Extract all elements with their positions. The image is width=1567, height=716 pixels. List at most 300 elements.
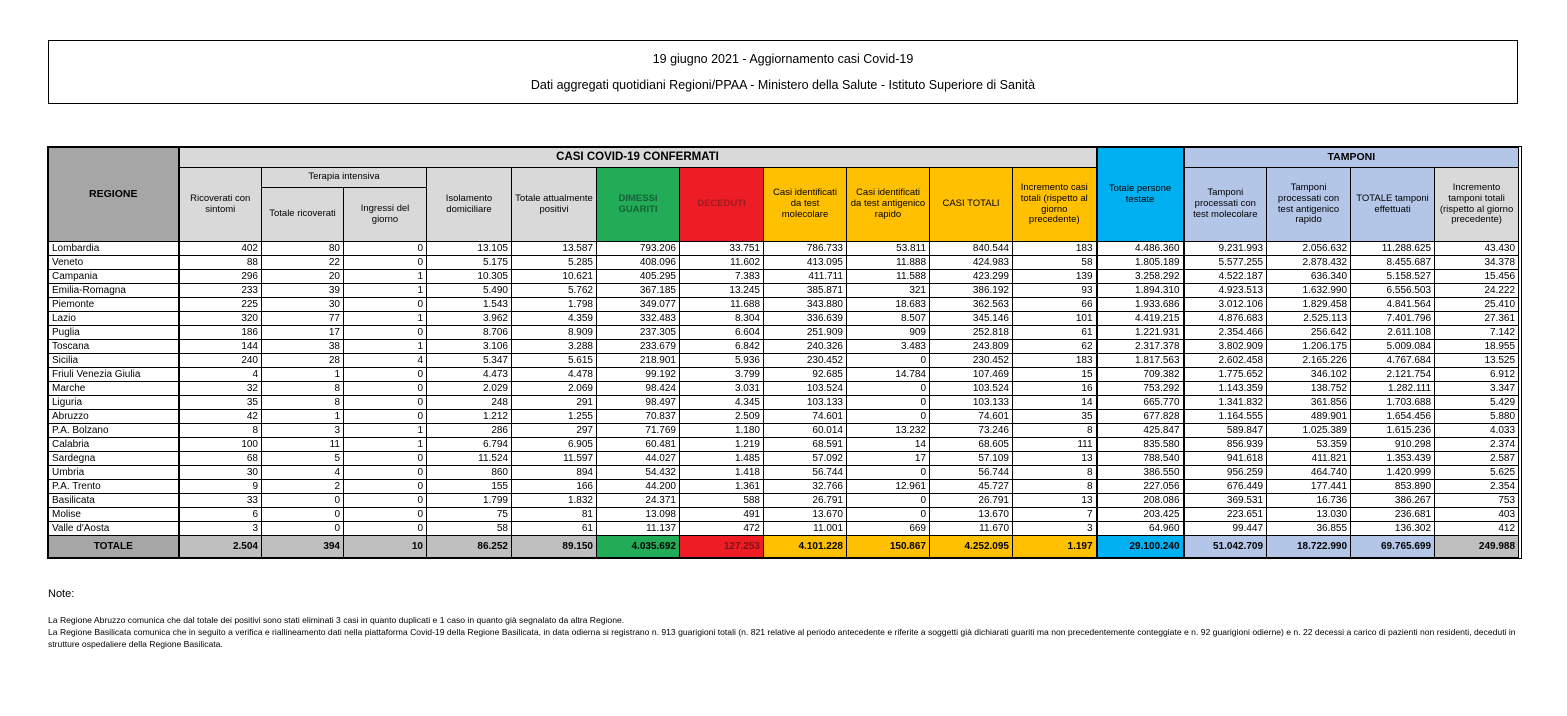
value-cell: 3.288 bbox=[512, 340, 597, 354]
value-cell: 6.912 bbox=[1435, 368, 1519, 382]
value-cell: 166 bbox=[512, 480, 597, 494]
value-cell: 68.591 bbox=[764, 438, 847, 452]
value-cell: 5.762 bbox=[512, 284, 597, 298]
value-cell: 753.292 bbox=[1097, 382, 1184, 396]
value-cell: 1.164.555 bbox=[1184, 410, 1267, 424]
value-cell: 403 bbox=[1435, 508, 1519, 522]
value-cell: 86.252 bbox=[427, 536, 512, 558]
value-cell: 98.424 bbox=[597, 382, 680, 396]
value-cell: 144 bbox=[179, 340, 262, 354]
value-cell: 0 bbox=[344, 396, 427, 410]
table-row bbox=[49, 256, 1519, 270]
value-cell: 835.580 bbox=[1097, 438, 1184, 452]
value-cell: 5.158.527 bbox=[1351, 270, 1435, 284]
covid-table bbox=[48, 147, 1519, 558]
value-cell: 3.012.106 bbox=[1184, 298, 1267, 312]
value-cell: 11 bbox=[262, 438, 344, 452]
value-cell: 16 bbox=[1013, 382, 1097, 396]
value-cell: 367.185 bbox=[597, 284, 680, 298]
value-cell: 4.035.692 bbox=[597, 536, 680, 558]
value-cell: 1.212 bbox=[427, 410, 512, 424]
value-cell: 489.901 bbox=[1267, 410, 1351, 424]
header-casi-molecolare: Casi identificati da test molecolare bbox=[764, 168, 847, 242]
value-cell: 1.255 bbox=[512, 410, 597, 424]
value-cell: 753 bbox=[1435, 494, 1519, 508]
value-cell: 3.802.909 bbox=[1184, 340, 1267, 354]
value-cell: 17 bbox=[847, 452, 930, 466]
value-cell: 853.890 bbox=[1351, 480, 1435, 494]
value-cell: 39 bbox=[262, 284, 344, 298]
value-cell: 53.811 bbox=[847, 242, 930, 256]
value-cell: 13.245 bbox=[680, 284, 764, 298]
value-cell: 8 bbox=[262, 382, 344, 396]
value-cell: 3.962 bbox=[427, 312, 512, 326]
value-cell: 3.106 bbox=[427, 340, 512, 354]
value-cell: 8 bbox=[179, 424, 262, 438]
value-cell: 320 bbox=[179, 312, 262, 326]
value-cell: 0 bbox=[847, 494, 930, 508]
value-cell: 10 bbox=[344, 536, 427, 558]
header-regione: REGIONE bbox=[49, 148, 179, 242]
value-cell: 345.146 bbox=[930, 312, 1013, 326]
value-cell: 412 bbox=[1435, 522, 1519, 536]
value-cell: 127.253 bbox=[680, 536, 764, 558]
value-cell: 13.525 bbox=[1435, 354, 1519, 368]
value-cell: 1 bbox=[344, 312, 427, 326]
table-row bbox=[49, 424, 1519, 438]
value-cell: 1.143.359 bbox=[1184, 382, 1267, 396]
value-cell: 2.587 bbox=[1435, 452, 1519, 466]
table-row bbox=[49, 382, 1519, 396]
value-cell: 27.361 bbox=[1435, 312, 1519, 326]
value-cell: 107.469 bbox=[930, 368, 1013, 382]
value-cell: 709.382 bbox=[1097, 368, 1184, 382]
header-terapia-ingressi: Ingressi del giorno bbox=[344, 188, 427, 242]
value-cell: 1.485 bbox=[680, 452, 764, 466]
value-cell: 13.030 bbox=[1267, 508, 1351, 522]
region-cell: Toscana bbox=[49, 340, 179, 354]
table-row bbox=[49, 242, 1519, 256]
value-cell: 8 bbox=[262, 396, 344, 410]
value-cell: 7.383 bbox=[680, 270, 764, 284]
value-cell: 4 bbox=[262, 466, 344, 480]
value-cell: 5.880 bbox=[1435, 410, 1519, 424]
value-cell: 2.029 bbox=[427, 382, 512, 396]
value-cell: 233 bbox=[179, 284, 262, 298]
value-cell: 2.878.432 bbox=[1267, 256, 1351, 270]
value-cell: 8.507 bbox=[847, 312, 930, 326]
value-cell: 54.432 bbox=[597, 466, 680, 480]
value-cell: 2.354.466 bbox=[1184, 326, 1267, 340]
value-cell: 251.909 bbox=[764, 326, 847, 340]
value-cell: 103.524 bbox=[930, 382, 1013, 396]
value-cell: 8.909 bbox=[512, 326, 597, 340]
value-cell: 5.625 bbox=[1435, 466, 1519, 480]
value-cell: 0 bbox=[262, 494, 344, 508]
value-cell: 29.100.240 bbox=[1097, 536, 1184, 558]
value-cell: 336.639 bbox=[764, 312, 847, 326]
value-cell: 10.305 bbox=[427, 270, 512, 284]
value-cell: 150.867 bbox=[847, 536, 930, 558]
header-deceduti: DECEDUTI bbox=[680, 168, 764, 242]
header-group-terapia: Terapia intensiva bbox=[262, 168, 427, 188]
value-cell: 18.683 bbox=[847, 298, 930, 312]
value-cell: 103.524 bbox=[764, 382, 847, 396]
value-cell: 73.246 bbox=[930, 424, 1013, 438]
value-cell: 230.452 bbox=[764, 354, 847, 368]
table-row bbox=[49, 396, 1519, 410]
header-group-confirmed: CASI COVID-19 CONFERMATI bbox=[179, 148, 1097, 168]
total-row bbox=[49, 536, 1519, 558]
value-cell: 1.197 bbox=[1013, 536, 1097, 558]
value-cell: 13.232 bbox=[847, 424, 930, 438]
value-cell: 8 bbox=[1013, 466, 1097, 480]
value-cell: 0 bbox=[847, 354, 930, 368]
value-cell: 0 bbox=[344, 494, 427, 508]
value-cell: 1 bbox=[344, 424, 427, 438]
value-cell: 35 bbox=[179, 396, 262, 410]
region-cell: Emilia-Romagna bbox=[49, 284, 179, 298]
value-cell: 386.192 bbox=[930, 284, 1013, 298]
value-cell: 81 bbox=[512, 508, 597, 522]
region-cell: Friuli Venezia Giulia bbox=[49, 368, 179, 382]
value-cell: 3.799 bbox=[680, 368, 764, 382]
value-cell: 1.933.686 bbox=[1097, 298, 1184, 312]
header-incremento-tamponi: Incremento tamponi totali (rispetto al giorno precedente) bbox=[1435, 168, 1519, 242]
value-cell: 1.654.456 bbox=[1351, 410, 1435, 424]
value-cell: 0 bbox=[847, 508, 930, 522]
value-cell: 5 bbox=[262, 452, 344, 466]
value-cell: 411.711 bbox=[764, 270, 847, 284]
value-cell: 369.531 bbox=[1184, 494, 1267, 508]
value-cell: 38 bbox=[262, 340, 344, 354]
value-cell: 0 bbox=[847, 382, 930, 396]
value-cell: 13 bbox=[1013, 494, 1097, 508]
value-cell: 80 bbox=[262, 242, 344, 256]
value-cell: 321 bbox=[847, 284, 930, 298]
value-cell: 56.744 bbox=[930, 466, 1013, 480]
value-cell: 248 bbox=[427, 396, 512, 410]
value-cell: 11.888 bbox=[847, 256, 930, 270]
value-cell: 77 bbox=[262, 312, 344, 326]
value-cell: 1 bbox=[344, 270, 427, 284]
value-cell: 1.418 bbox=[680, 466, 764, 480]
value-cell: 66 bbox=[1013, 298, 1097, 312]
table-row bbox=[49, 284, 1519, 298]
value-cell: 343.880 bbox=[764, 298, 847, 312]
table-row bbox=[49, 438, 1519, 452]
value-cell: 240 bbox=[179, 354, 262, 368]
value-cell: 4.473 bbox=[427, 368, 512, 382]
value-cell: 793.206 bbox=[597, 242, 680, 256]
header-isolamento: Isolamento domiciliare bbox=[427, 168, 512, 242]
header-group-tamponi: TAMPONI bbox=[1184, 148, 1519, 168]
value-cell: 42 bbox=[179, 410, 262, 424]
value-cell: 10.621 bbox=[512, 270, 597, 284]
value-cell: 1.805.189 bbox=[1097, 256, 1184, 270]
value-cell: 100 bbox=[179, 438, 262, 452]
notes-label: Note: bbox=[48, 588, 75, 600]
table-row bbox=[49, 326, 1519, 340]
value-cell: 43.430 bbox=[1435, 242, 1519, 256]
region-cell: Basilicata bbox=[49, 494, 179, 508]
value-cell: 910.298 bbox=[1351, 438, 1435, 452]
value-cell: 0 bbox=[344, 410, 427, 424]
value-cell: 0 bbox=[344, 480, 427, 494]
value-cell: 25.410 bbox=[1435, 298, 1519, 312]
value-cell: 8 bbox=[1013, 424, 1097, 438]
value-cell: 0 bbox=[262, 522, 344, 536]
value-cell: 1.282.111 bbox=[1351, 382, 1435, 396]
value-cell: 361.856 bbox=[1267, 396, 1351, 410]
value-cell: 7.142 bbox=[1435, 326, 1519, 340]
value-cell: 362.563 bbox=[930, 298, 1013, 312]
value-cell: 16.736 bbox=[1267, 494, 1351, 508]
table-row bbox=[49, 368, 1519, 382]
note-item: La Regione Abruzzo comunica che dal totale dei positivi sono stati eliminati 3 casi in quanto duplicati e 1 caso in quanto già segnalato da altra Regione. bbox=[48, 615, 625, 625]
value-cell: 332.483 bbox=[597, 312, 680, 326]
value-cell: 0 bbox=[344, 256, 427, 270]
value-cell: 33 bbox=[179, 494, 262, 508]
total-label-cell: TOTALE bbox=[49, 536, 179, 558]
value-cell: 11.670 bbox=[930, 522, 1013, 536]
value-cell: 636.340 bbox=[1267, 270, 1351, 284]
value-cell: 6.604 bbox=[680, 326, 764, 340]
table-body bbox=[49, 242, 1519, 558]
table-row bbox=[49, 452, 1519, 466]
value-cell: 860 bbox=[427, 466, 512, 480]
value-cell: 0 bbox=[847, 410, 930, 424]
value-cell: 956.259 bbox=[1184, 466, 1267, 480]
value-cell: 0 bbox=[344, 242, 427, 256]
value-cell: 0 bbox=[262, 508, 344, 522]
value-cell: 4.522.187 bbox=[1184, 270, 1267, 284]
value-cell: 35 bbox=[1013, 410, 1097, 424]
value-cell: 1.894.310 bbox=[1097, 284, 1184, 298]
value-cell: 0 bbox=[344, 466, 427, 480]
header-terapia-totale: Totale ricoverati bbox=[262, 188, 344, 242]
value-cell: 2.611.108 bbox=[1351, 326, 1435, 340]
value-cell: 665.770 bbox=[1097, 396, 1184, 410]
table-row bbox=[49, 270, 1519, 284]
value-cell: 11.137 bbox=[597, 522, 680, 536]
value-cell: 30 bbox=[262, 298, 344, 312]
value-cell: 2.354 bbox=[1435, 480, 1519, 494]
value-cell: 249.988 bbox=[1435, 536, 1519, 558]
region-cell: Veneto bbox=[49, 256, 179, 270]
value-cell: 75 bbox=[427, 508, 512, 522]
value-cell: 5.175 bbox=[427, 256, 512, 270]
header-ricoverati: Ricoverati con sintomi bbox=[179, 168, 262, 242]
value-cell: 1.817.563 bbox=[1097, 354, 1184, 368]
value-cell: 101 bbox=[1013, 312, 1097, 326]
covid-table-wrap bbox=[47, 146, 1522, 559]
value-cell: 177.441 bbox=[1267, 480, 1351, 494]
value-cell: 4 bbox=[179, 368, 262, 382]
value-cell: 4 bbox=[344, 354, 427, 368]
value-cell: 4.033 bbox=[1435, 424, 1519, 438]
note-item: La Regione Basilicata comunica che in seguito a verifica e riallineamento dati nella piattaforma Covid-19 della Regione Basilicata, in data odierna si registrano n. 913 guarigioni totali (n. 821 relative al periodo antecedente e riferite a soggetti già dichiarati guariti ma non precedentemente conteggiate e n. 92 guarigioni odierne) e n. 22 decessi a carico di pazienti non residenti, deceduti in strutture ospedaliere della Regione Basilicata. bbox=[48, 627, 1516, 650]
region-cell: Valle d'Aosta bbox=[49, 522, 179, 536]
value-cell: 1.420.999 bbox=[1351, 466, 1435, 480]
value-cell: 51.042.709 bbox=[1184, 536, 1267, 558]
value-cell: 5.429 bbox=[1435, 396, 1519, 410]
value-cell: 13.670 bbox=[930, 508, 1013, 522]
value-cell: 208.086 bbox=[1097, 494, 1184, 508]
table-row bbox=[49, 340, 1519, 354]
region-cell: Sicilia bbox=[49, 354, 179, 368]
value-cell: 1.180 bbox=[680, 424, 764, 438]
value-cell: 8 bbox=[1013, 480, 1097, 494]
value-cell: 6.794 bbox=[427, 438, 512, 452]
value-cell: 424.983 bbox=[930, 256, 1013, 270]
value-cell: 103.133 bbox=[930, 396, 1013, 410]
value-cell: 1.221.931 bbox=[1097, 326, 1184, 340]
value-cell: 297 bbox=[512, 424, 597, 438]
value-cell: 256.642 bbox=[1267, 326, 1351, 340]
value-cell: 44.027 bbox=[597, 452, 680, 466]
value-cell: 5.490 bbox=[427, 284, 512, 298]
value-cell: 5.285 bbox=[512, 256, 597, 270]
value-cell: 11.288.625 bbox=[1351, 242, 1435, 256]
value-cell: 4.419.215 bbox=[1097, 312, 1184, 326]
value-cell: 13.587 bbox=[512, 242, 597, 256]
table-row bbox=[49, 312, 1519, 326]
value-cell: 4.876.683 bbox=[1184, 312, 1267, 326]
value-cell: 2.165.226 bbox=[1267, 354, 1351, 368]
value-cell: 18.722.990 bbox=[1267, 536, 1351, 558]
value-cell: 3.031 bbox=[680, 382, 764, 396]
value-cell: 12.961 bbox=[847, 480, 930, 494]
value-cell: 1.206.175 bbox=[1267, 340, 1351, 354]
region-cell: Puglia bbox=[49, 326, 179, 340]
value-cell: 2.317.378 bbox=[1097, 340, 1184, 354]
value-cell: 5.009.084 bbox=[1351, 340, 1435, 354]
value-cell: 230.452 bbox=[930, 354, 1013, 368]
value-cell: 472 bbox=[680, 522, 764, 536]
value-cell: 26.791 bbox=[930, 494, 1013, 508]
value-cell: 1.703.688 bbox=[1351, 396, 1435, 410]
value-cell: 1 bbox=[344, 340, 427, 354]
value-cell: 2.602.458 bbox=[1184, 354, 1267, 368]
region-cell: Calabria bbox=[49, 438, 179, 452]
value-cell: 7.401.796 bbox=[1351, 312, 1435, 326]
value-cell: 346.102 bbox=[1267, 368, 1351, 382]
value-cell: 411.821 bbox=[1267, 452, 1351, 466]
value-cell: 894 bbox=[512, 466, 597, 480]
value-cell: 413.095 bbox=[764, 256, 847, 270]
value-cell: 5.615 bbox=[512, 354, 597, 368]
value-cell: 2.374 bbox=[1435, 438, 1519, 452]
value-cell: 99.192 bbox=[597, 368, 680, 382]
value-cell: 237.305 bbox=[597, 326, 680, 340]
value-cell: 30 bbox=[179, 466, 262, 480]
table-row bbox=[49, 410, 1519, 424]
header-positivi: Totale attualmente positivi bbox=[512, 168, 597, 242]
value-cell: 402 bbox=[179, 242, 262, 256]
header-row-mid bbox=[49, 168, 1519, 188]
value-cell: 111 bbox=[1013, 438, 1097, 452]
table-row bbox=[49, 480, 1519, 494]
value-cell: 18.955 bbox=[1435, 340, 1519, 354]
value-cell: 36.855 bbox=[1267, 522, 1351, 536]
value-cell: 33.751 bbox=[680, 242, 764, 256]
value-cell: 17 bbox=[262, 326, 344, 340]
value-cell: 53.359 bbox=[1267, 438, 1351, 452]
table-row bbox=[49, 354, 1519, 368]
value-cell: 856.939 bbox=[1184, 438, 1267, 452]
value-cell: 3 bbox=[179, 522, 262, 536]
value-cell: 6.905 bbox=[512, 438, 597, 452]
header-tamponi-molecolare: Tamponi processati con test molecolare bbox=[1184, 168, 1267, 242]
value-cell: 60.481 bbox=[597, 438, 680, 452]
value-cell: 1.219 bbox=[680, 438, 764, 452]
header-tamponi-antigenico: Tamponi processati con test antigenico rapido bbox=[1267, 168, 1351, 242]
value-cell: 8.304 bbox=[680, 312, 764, 326]
region-cell: Lombardia bbox=[49, 242, 179, 256]
header-row-groups bbox=[49, 148, 1519, 168]
title-line-1: 19 giugno 2021 - Aggiornamento casi Covid-19 bbox=[652, 52, 914, 67]
value-cell: 5.577.255 bbox=[1184, 256, 1267, 270]
value-cell: 3 bbox=[262, 424, 344, 438]
value-cell: 60.014 bbox=[764, 424, 847, 438]
value-cell: 6.842 bbox=[680, 340, 764, 354]
value-cell: 9 bbox=[179, 480, 262, 494]
value-cell: 103.133 bbox=[764, 396, 847, 410]
value-cell: 92.685 bbox=[764, 368, 847, 382]
value-cell: 1.025.389 bbox=[1267, 424, 1351, 438]
value-cell: 4.478 bbox=[512, 368, 597, 382]
value-cell: 589.847 bbox=[1184, 424, 1267, 438]
region-cell: P.A. Bolzano bbox=[49, 424, 179, 438]
value-cell: 4.841.564 bbox=[1351, 298, 1435, 312]
value-cell: 64.960 bbox=[1097, 522, 1184, 536]
value-cell: 186 bbox=[179, 326, 262, 340]
value-cell: 9.231.993 bbox=[1184, 242, 1267, 256]
value-cell: 13.670 bbox=[764, 508, 847, 522]
value-cell: 408.096 bbox=[597, 256, 680, 270]
value-cell: 1 bbox=[344, 438, 427, 452]
value-cell: 0 bbox=[344, 326, 427, 340]
value-cell: 4.767.684 bbox=[1351, 354, 1435, 368]
region-cell: Liguria bbox=[49, 396, 179, 410]
value-cell: 669 bbox=[847, 522, 930, 536]
value-cell: 13.105 bbox=[427, 242, 512, 256]
value-cell: 1.353.439 bbox=[1351, 452, 1435, 466]
value-cell: 2.069 bbox=[512, 382, 597, 396]
value-cell: 5.347 bbox=[427, 354, 512, 368]
value-cell: 1.341.832 bbox=[1184, 396, 1267, 410]
value-cell: 4.359 bbox=[512, 312, 597, 326]
value-cell: 8.706 bbox=[427, 326, 512, 340]
value-cell: 45.727 bbox=[930, 480, 1013, 494]
value-cell: 291 bbox=[512, 396, 597, 410]
value-cell: 28 bbox=[262, 354, 344, 368]
value-cell: 138.752 bbox=[1267, 382, 1351, 396]
value-cell: 74.601 bbox=[764, 410, 847, 424]
value-cell: 69.765.699 bbox=[1351, 536, 1435, 558]
value-cell: 252.818 bbox=[930, 326, 1013, 340]
region-cell: Umbria bbox=[49, 466, 179, 480]
value-cell: 57.092 bbox=[764, 452, 847, 466]
value-cell: 44.200 bbox=[597, 480, 680, 494]
value-cell: 56.744 bbox=[764, 466, 847, 480]
value-cell: 4.486.360 bbox=[1097, 242, 1184, 256]
value-cell: 139 bbox=[1013, 270, 1097, 284]
value-cell: 1.543 bbox=[427, 298, 512, 312]
value-cell: 58 bbox=[427, 522, 512, 536]
value-cell: 1.632.990 bbox=[1267, 284, 1351, 298]
